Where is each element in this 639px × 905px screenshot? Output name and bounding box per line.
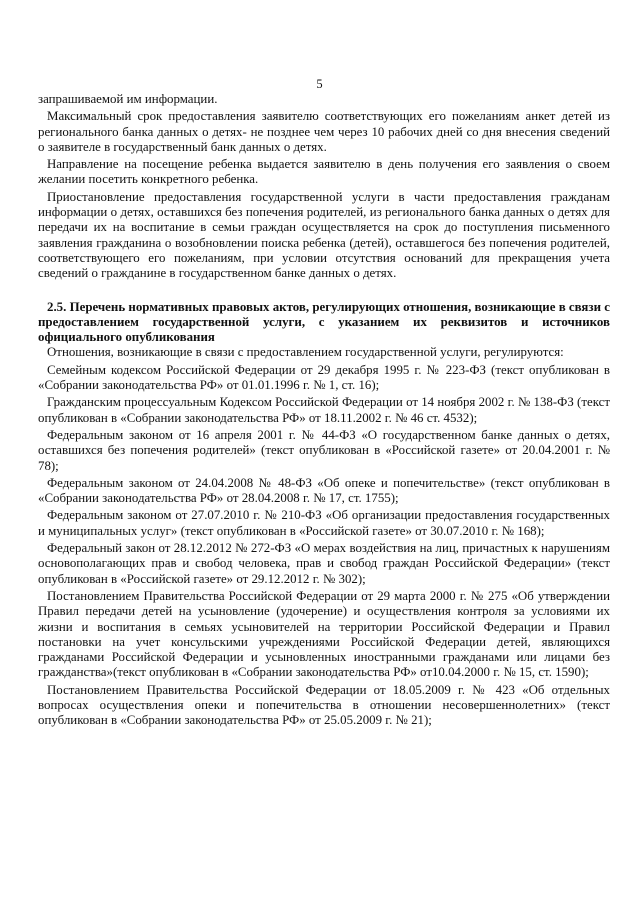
paragraph: Приостановление предоставления государственной услуги в части предоставления гражданам информации о детях, оставшихся без попечения родителей, из регионального банка данных о детях для передачи их на воспитание в семьи граждан осуществляется на срок до поступления письменного заявления гражданина о возобновлении поиска ребенка (детей), оставшегося без попечения родителей, соответствующего его пожеланиям, при условии отсутствия оснований для прекращения учета сведений о гражданине в государственном банке данных о детях. (38, 189, 610, 281)
section-heading: 2.5. Перечень нормативных правовых актов, регулирующих отношения, возникающие в связи с предоставлением государственной услуги, с указанием их реквизитов и источников официального опубликования (38, 299, 610, 345)
law-item: Федеральным законом от 24.04.2008 № 48-ФЗ «Об опеке и попечительстве» (текст опубликован в «Собрании законодательства РФ» от 28.04.2008 г. № 17, ст. 1755); (38, 475, 610, 506)
law-item: Гражданским процессуальным Кодексом Российской Федерации от 14 ноября 2002 г. № 138-ФЗ (текст опубликован в «Собрании законодательства РФ» от 18.11.2002 г. № 46 ст. 4532); (38, 395, 610, 425)
law-item: Федеральным законом от 27.07.2010 г. № 210-ФЗ «Об организации предоставления государственных и муниципальных услуг» (текст опубликован в «Российской газете» от 30.07.2010 г. № 168); (38, 508, 610, 538)
law-item: Федеральным законом от 16 апреля 2001 г. № 44-ФЗ «О государственном банке данных о детях, оставшихся без попечения родителей» (текст опубликован в «Российской газете» от 20.04.2001 г. № 78); (38, 427, 610, 473)
paragraph: запрашиваемой им информации. (38, 92, 218, 106)
paragraph: Отношения, возникающие в связи с предоставлением государственной услуги, регулируются: (47, 345, 564, 360)
document-body (38, 92, 610, 731)
law-item: Постановлением Правительства Российской Федерации от 29 марта 2000 г. № 275 «Об утверждении Правил передачи детей на усыновление (удочерение) и осуществления контроля за условиями их жизни и воспитания в семьях усыновителей на территории Российской Федерации и Правил постановки на учет консульскими учреждениями Российской Федерации детей, являющихся гражданами Российской Федерации и усыновленных иностранными гражданами или лицами без гражданства»(текст опубликован в «Собрании законодательства РФ» от10.04.2000 г. № 15, ст. 1590); (38, 588, 610, 680)
law-item: Постановлением Правительства Российской Федерации от 18.05.2009 г. № 423 «Об отдельных вопросах осуществления опеки и попечительства в отношении несовершеннолетних» (текст опубликован в «Собрании законодательства РФ» от 25.05.2009 г. № 21); (38, 682, 610, 728)
law-item: Семейным кодексом Российской Федерации от 29 декабря 1995 г. № 223-ФЗ (текст опубликован в «Собрании законодательства РФ» от 01.01.1996 г. № 1, ст. 16); (38, 362, 610, 393)
paragraph: Направление на посещение ребенка выдается заявителю в день получения его заявления о своем желании посетить конкретного ребенка. (38, 157, 610, 187)
paragraph: Максимальный срок предоставления заявителю соответствующих его пожеланиям анкет детей из регионального банка данных о детях- не позднее чем через 10 рабочих дней со дня внесения сведений о заявителе в государственный банк данных о детях. (38, 109, 610, 154)
law-item: Федеральный закон от 28.12.2012 № 272-ФЗ «О мерах воздействия на лиц, причастных к нарушениям основополагающих прав и свобод человека, прав и свобод граждан Российской Федерации» (текст опубликован в «Российской газете» от 29.12.2012 г. № 302); (38, 541, 610, 586)
page-number: 5 (316, 77, 323, 91)
